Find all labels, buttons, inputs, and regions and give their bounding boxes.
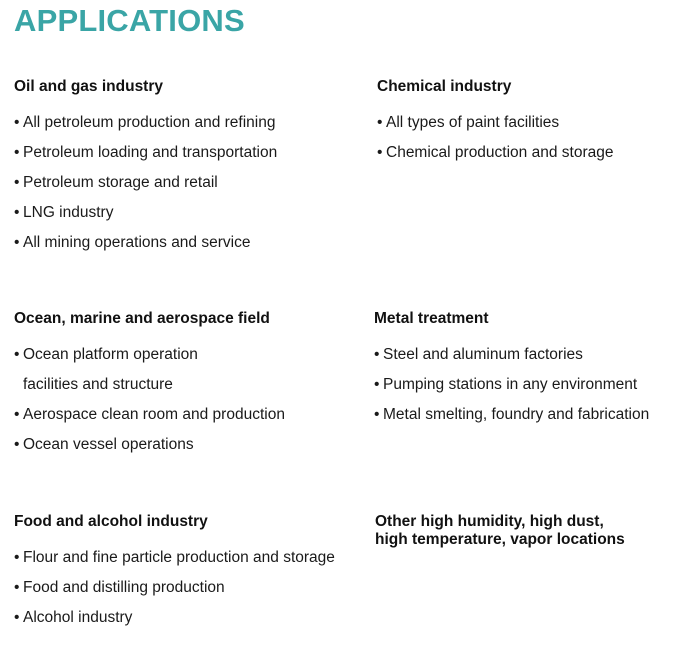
bullet: •	[14, 579, 20, 596]
bullet: •	[14, 234, 20, 251]
item-list	[14, 340, 285, 460]
section-other-locations	[375, 513, 625, 549]
section-heading: Oil and gas industry	[14, 78, 163, 95]
bullet: •	[14, 204, 20, 221]
list-item: • Alcohol industry	[14, 603, 335, 633]
list-item: • Steel and aluminum factories	[374, 340, 649, 370]
item-list	[14, 543, 335, 633]
bullet: •	[377, 144, 383, 161]
section-heading: Metal treatment	[374, 310, 489, 327]
bullet: •	[14, 114, 20, 131]
list-item-continuation: facilities and structure	[23, 376, 173, 393]
bullet: •	[374, 406, 380, 423]
bullet: •	[14, 406, 20, 423]
bullet: •	[14, 144, 20, 161]
list-item: • Aerospace clean room and production	[14, 400, 285, 430]
section-heading: Other high humidity, high dust, high temperature, vapor locations	[375, 513, 625, 548]
section-metal-treatment	[374, 310, 649, 430]
item-list	[374, 340, 649, 430]
list-item: • Flour and fine particle production and storage	[14, 543, 335, 573]
bullet: •	[14, 174, 20, 191]
list-item: • LNG industry	[14, 198, 277, 228]
list-item: • Petroleum loading and transportation	[14, 138, 277, 168]
section-heading: Chemical industry	[377, 78, 512, 95]
bullet: •	[377, 114, 383, 131]
item-list	[377, 108, 613, 168]
section-heading: Ocean, marine and aerospace field	[14, 310, 270, 327]
list-item: • Ocean vessel operations	[14, 430, 285, 460]
section-ocean-marine-aerospace	[14, 310, 285, 460]
list-item: • Food and distilling production	[14, 573, 335, 603]
bullet: •	[14, 549, 20, 566]
bullet: •	[374, 346, 380, 363]
list-item: • All types of paint facilities	[377, 108, 613, 138]
bullet: •	[14, 609, 20, 626]
bullet: •	[374, 376, 380, 393]
section-food-and-alcohol	[14, 513, 335, 633]
list-item: • Ocean platform operation	[14, 340, 285, 370]
section-oil-and-gas	[14, 78, 277, 258]
item-list	[14, 108, 277, 258]
list-item: • All petroleum production and refining	[14, 108, 277, 138]
section-chemical	[377, 78, 613, 168]
list-item: • Pumping stations in any environment	[374, 370, 649, 400]
list-item: • All mining operations and service	[14, 228, 277, 258]
page-title: APPLICATIONS	[14, 3, 245, 38]
bullet: •	[14, 436, 20, 453]
list-item: • Chemical production and storage	[377, 138, 613, 168]
section-heading: Food and alcohol industry	[14, 513, 208, 530]
list-item: • Metal smelting, foundry and fabrication	[374, 400, 649, 430]
list-item: • Petroleum storage and retail	[14, 168, 277, 198]
bullet: •	[14, 346, 20, 363]
